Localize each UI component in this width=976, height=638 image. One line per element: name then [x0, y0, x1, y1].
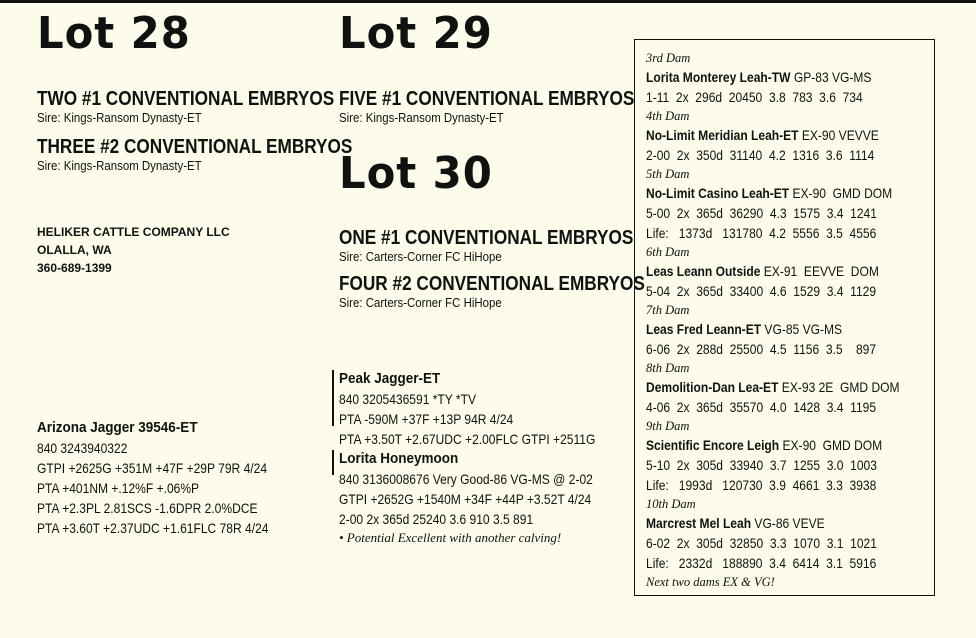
bull-2-line: PTA -590M +37F +13P 94R 4/24 — [339, 411, 514, 427]
lot-28-offer-1: TWO #1 CONVENTIONAL EMBRYOS — [37, 88, 335, 110]
lot-28-title: Lot 28 — [37, 8, 191, 59]
top-rule — [0, 0, 976, 3]
lot-30-section — [339, 148, 645, 311]
bull-1-name: Arizona Jagger 39546-ET — [37, 419, 198, 436]
dam-entry-name — [646, 68, 900, 87]
bull-1-line: PTA +2.3PL 2.81SCS -1.6DPR 2.0%DCE — [37, 500, 258, 516]
dam-generation-label: 7th Dam — [646, 303, 690, 317]
dam-entry-score: EX-90 GMD DOM — [789, 185, 893, 201]
dam-note: • Potential Excellent with another calving! — [339, 530, 562, 545]
dam-entry-score: EX-90 VEVVE — [798, 127, 879, 143]
lot-30-sire-2: Sire: Carters-Corner FC HiHope — [339, 295, 502, 310]
lot-28-offer-2: THREE #2 CONVENTIONAL EMBRYOS — [37, 136, 353, 158]
pedigree-list — [646, 49, 941, 591]
dam-entry-title: Lorita Monterey Leah-TW — [646, 69, 791, 85]
lot-29-offer-1: FIVE #1 CONVENTIONAL EMBRYOS — [339, 88, 635, 110]
dam-entry-record: Life: 1993d 120730 3.9 4661 3.3 3938 — [646, 477, 877, 493]
lot-28-section — [37, 8, 353, 174]
consignor-name: HELIKER CATTLE COMPANY LLC — [37, 225, 230, 239]
dam-entry-name — [646, 126, 900, 145]
dam-generation-label: 5th Dam — [646, 167, 690, 181]
dam-generation-label: 4th Dam — [646, 109, 690, 123]
dam-entry-record: 5-04 2x 365d 33400 4.6 1529 3.4 1129 — [646, 283, 877, 299]
dam-entry-name — [646, 262, 900, 281]
dam-entry-record: 4-06 2x 365d 35570 4.0 1428 3.4 1195 — [646, 399, 877, 415]
dam-entry-title: Leas Leann Outside — [646, 263, 761, 279]
lot-30-offer-2: FOUR #2 CONVENTIONAL EMBRYOS — [339, 273, 645, 295]
dam-entry-record: 2-00 2x 350d 31140 4.2 1316 3.6 1114 — [646, 147, 875, 163]
dam-entry-name — [646, 184, 900, 203]
dam-name: Lorita Honeymoon — [339, 450, 459, 467]
bull-1-line: GTPI +2625G +351M +47F +29P 79R 4/24 — [37, 460, 268, 476]
dam-entry-title: No-Limit Meridian Leah-ET — [646, 127, 799, 143]
dam-entry-record: Life: 1373d 131780 4.2 5556 3.5 4556 — [646, 225, 877, 241]
bull-1-line: PTA +3.60T +2.37UDC +1.61FLC 78R 4/24 — [37, 520, 269, 536]
dam-entry-score: EX-93 2E GMD DOM — [778, 379, 900, 395]
consignor-block — [37, 223, 230, 277]
bull-2-line: 840 3205436591 *TY *TV — [339, 391, 477, 407]
lot-29-sire-1: Sire: Kings-Ransom Dynasty-ET — [339, 110, 504, 125]
dam-generation-label: 9th Dam — [646, 419, 690, 433]
dam-generation-label: 10th Dam — [646, 497, 696, 511]
sire-bracket — [332, 370, 334, 426]
dam-generation-label: 8th Dam — [646, 361, 690, 375]
bull-1-line: 840 3243940322 — [37, 440, 128, 456]
bull-2-block — [339, 369, 637, 547]
dam-line: GTPI +2652G +1540M +34F +44P +3.52T 4/24 — [339, 491, 592, 507]
dam-bracket — [332, 450, 334, 475]
lot-28-sire-2: Sire: Kings-Ransom Dynasty-ET — [37, 158, 202, 173]
bull-2-line: PTA +3.50T +2.67UDC +2.00FLC GTPI +2511G — [339, 431, 596, 447]
dam-entry-score: VG-85 VG-MS — [761, 321, 843, 337]
dam-generation-label: 3rd Dam — [646, 51, 691, 65]
lot-29-section — [339, 8, 635, 126]
lot-30-sire-1: Sire: Carters-Corner FC HiHope — [339, 249, 502, 264]
dam-entry-record: 6-02 2x 305d 32850 3.3 1070 3.1 1021 — [646, 535, 877, 551]
pedigree-box — [634, 39, 935, 596]
dam-entry-record: 5-10 2x 305d 33940 3.7 1255 3.0 1003 — [646, 457, 877, 473]
dam-entry-title: Demolition-Dan Lea-ET — [646, 379, 779, 395]
dam-entry-title: Leas Fred Leann-ET — [646, 321, 762, 337]
dam-entry-name — [646, 514, 900, 533]
dam-entry-record: 5-00 2x 365d 36290 4.3 1575 3.4 1241 — [646, 205, 877, 221]
dam-entry-name — [646, 436, 900, 455]
lot-28-sire-1: Sire: Kings-Ransom Dynasty-ET — [37, 110, 202, 125]
dam-entry-score: VG-86 VEVE — [751, 515, 825, 531]
lot-29-title: Lot 29 — [339, 8, 493, 59]
dam-entry-record: 1-11 2x 296d 20450 3.8 783 3.6 734 — [646, 89, 863, 105]
dam-entry-score: EX-90 GMD DOM — [779, 437, 883, 453]
consignor-location: OLALLA, WA — [37, 243, 112, 257]
dam-entry-score: EX-91 EEVVE DOM — [760, 263, 879, 279]
dam-entry-title: No-Limit Casino Leah-ET — [646, 185, 790, 201]
dam-entry-title: Marcrest Mel Leah — [646, 515, 752, 531]
dam-entry-name — [646, 320, 900, 339]
dam-line: 840 3136008676 Very Good-86 VG-MS @ 2-02 — [339, 471, 593, 487]
consignor-phone: 360-689-1399 — [37, 261, 112, 275]
dam-entry-title: Scientific Encore Leigh — [646, 437, 780, 453]
dam-entry-record: Life: 2332d 188890 3.4 6414 3.1 5916 — [646, 555, 877, 571]
pedigree-footer: Next two dams EX & VG! — [646, 575, 775, 589]
bull-1-line: PTA +401NM +.12%F +.06%P — [37, 480, 200, 496]
bull-1-block — [37, 418, 306, 538]
dam-entry-record: 6-06 2x 288d 25500 4.5 1156 3.5 897 — [646, 341, 877, 357]
dam-entry-score: GP-83 VG-MS — [790, 69, 872, 85]
lot-30-offer-1: ONE #1 CONVENTIONAL EMBRYOS — [339, 227, 634, 249]
dam-generation-label: 6th Dam — [646, 245, 690, 259]
dam-entry-name — [646, 378, 900, 397]
bull-2-name: Peak Jagger-ET — [339, 370, 441, 387]
dam-line: 2-00 2x 365d 25240 3.6 910 3.5 891 — [339, 511, 534, 527]
lot-30-title: Lot 30 — [339, 148, 493, 199]
